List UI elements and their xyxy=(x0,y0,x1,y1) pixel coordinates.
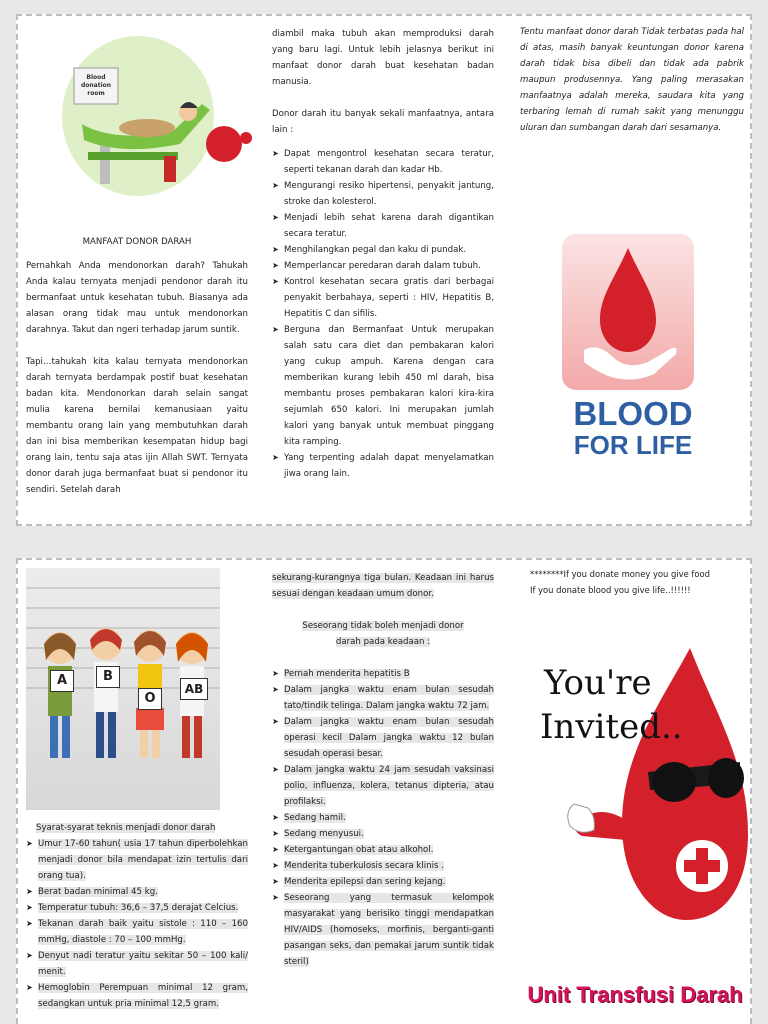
list-item: ➤ Berguna dan Bermanfaat Untuk merupakan salah satu cara diet dan pembakaran kalori yang cukup ampuh. Karena dengan cara memberikan kurang lebih 450 ml darah, bisa membantu proses pembakaran kalori kira-kira sejumlah 650 kalori. Ini merupakan jumlah kalori yang banyak untuk membuat pinggang kita ramping. xyxy=(272,322,494,450)
list-item: ➤ Menjadi lebih sehat karena darah digantikan secara teratur. xyxy=(272,210,494,242)
donation-quote-line-1: ********If you donate money you give food xyxy=(530,569,710,579)
list-item: ➤ Ketergantungan obat atau alkohol. xyxy=(272,842,494,858)
benefits-list xyxy=(272,146,494,482)
benefits-intro: Donor darah itu banyak sekali manfaatnya, antara lain : xyxy=(272,109,494,135)
list-item: ➤ Menderita tuberkulosis secara klinis . xyxy=(272,858,494,874)
body-paragraph: Tapi…tahukah kita kalau ternyata mendonorkan darah ternyata berdampak postif buat kesehatan badan kita. Mendonorkan darah selain sangat mulia karena bernilai kemanusiaan yaitu membantu orang lain yang membutuhkan darah dan ini bisa memberikan kesempatan hidup bagi orang lain, tentu saja atas ijin Allah SWT. Ternyata donor darah juga bermanfaat buat si pendonor itu sendiri. Setelah darah xyxy=(26,357,248,495)
requirements-list xyxy=(26,836,248,1012)
donation-quote-line-2: If you donate blood you give life..!!!!!! xyxy=(530,585,691,595)
list-item: ➤ Kontrol kesehatan secara gratis dari berbagai penyakit berbahaya, seperti : HIV, Hepatitis B, Hepatitis C dan sifilis. xyxy=(272,274,494,322)
list-item: ➤ Sedang menyusui. xyxy=(272,826,494,842)
list-item: ➤ Dalam jangka waktu enam bulan sesudah tato/tindik telinga. Dalam jangka waktu 72 jam. xyxy=(272,682,494,714)
list-item: ➤ Yang terpenting adalah dapat menyelamatkan jiwa orang lain. xyxy=(272,450,494,482)
list-item: ➤ Menderita epilepsi dan sering kejang. xyxy=(272,874,494,890)
donation-room-sign: Blood donation room xyxy=(80,74,112,97)
restrictions-list xyxy=(272,666,494,970)
invite-line-1: You're xyxy=(544,663,652,703)
footer-title: Unit Transfusi Darah xyxy=(527,982,743,1007)
list-item: ➤ Dalam jangka waktu enam bulan sesudah operasi kecil Dalam jangka waktu 12 bulan sesudah operasi besar. xyxy=(272,714,494,762)
blood-type-kids-illustration xyxy=(26,568,220,810)
closing-paragraph: Tentu manfaat donor darah Tidak terbatas pada hal di atas, masih banyak keuntungan donor karena darah tidak bisa dibeli dan tidak ada pabrik maupun produsennya. Yang paling merasakan manfaatnya adalah mereka, saudara kita yang terbaring lemah di rumah sakit yang menunggu uluran dan sumbangan darah dari sesamanya. xyxy=(520,27,744,133)
list-item: ➤ Umur 17-60 tahun( usia 17 tahun diperbolehkan menjadi donor bila mendapat izin tertulis dari orang tua). xyxy=(26,836,248,884)
section-title-manfaat: MANFAAT DONOR DARAH xyxy=(82,237,192,247)
list-item: ➤ Memperlancar peredaran darah dalam tubuh. xyxy=(272,258,494,274)
list-item: ➤ Sedang hamil. xyxy=(272,810,494,826)
list-item: ➤ Denyut nadi teratur yaitu sekitar 50 – 100 kali/ menit. xyxy=(26,948,248,980)
list-item: ➤ Pernah menderita hepatitis B xyxy=(272,666,494,682)
restrictions-intro: Seseorang tidak boleh menjadi donor darah pada keadaan : xyxy=(302,621,464,647)
invite-line-2: Invited.. xyxy=(540,707,683,747)
list-item: ➤ Menghilangkan pegal dan kaku di pundak. xyxy=(272,242,494,258)
blood-type-o-card: O xyxy=(138,688,162,710)
blood-for-life-logo xyxy=(558,230,708,480)
requirements-title: Syarat-syarat teknis menjadi donor darah xyxy=(36,823,216,833)
logo-word-for-life: FOR LIFE xyxy=(573,430,693,460)
list-item: ➤ Berat badan minimal 45 kg. xyxy=(26,884,248,900)
continuation-paragraph: diambil maka tubuh akan memproduksi darah yang baru lagi. Untuk lebih jelasnya berikut ini manfaat donor darah buat kesehatan badan manusia. xyxy=(272,29,494,87)
brochure-page-1 xyxy=(16,14,752,526)
list-item: ➤ Temperatur tubuh: 36,6 – 37,5 derajat Celcius. xyxy=(26,900,248,916)
blood-type-a-card: A xyxy=(50,670,74,692)
continuation-paragraph: sekurang-kurangnya tiga bulan. Keadaan ini harus sesuai dengan keadaan umum donor. xyxy=(272,573,494,599)
list-item: ➤ Dalam jangka waktu 24 jam sesudah vaksinasi polio, influenza, kolera, tetanus dipteria, atau profilaksi. xyxy=(272,762,494,810)
blood-donation-illustration xyxy=(52,24,252,214)
list-item: ➤ Seseorang yang termasuk kelompok masyarakat yang berisiko tinggi mendapatkan HIV/AIDS (homoseks, morfinis, berganti-ganti pasangan seks, dan pemakai jarum suntik tidak steril) xyxy=(272,890,494,970)
blood-type-ab-card: AB xyxy=(180,678,208,700)
blood-type-b-card: B xyxy=(96,666,120,688)
intro-paragraph: Pernahkah Anda mendonorkan darah? Tahukah Anda kalau ternyata menjadi pendonor darah itu bermanfaat untuk kesehatan tubuh. Biasanya ada alasan orang tidak mau untuk mendonorkan darahnya. Takut dan ngeri terhadap jarum suntik. xyxy=(26,261,248,335)
brochure-page-2 xyxy=(16,558,752,1024)
list-item: ➤ Hemoglobin Perempuan minimal 12 gram, sedangkan untuk pria minimal 12,5 gram. xyxy=(26,980,248,1012)
list-item: ➤ Mengurangi resiko hipertensi, penyakit jantung, stroke dan kolesterol. xyxy=(272,178,494,210)
logo-word-blood: BLOOD xyxy=(573,395,693,432)
youre-invited-illustration xyxy=(530,644,748,924)
list-item: ➤ Tekanan darah baik yaitu sistole : 110 – 160 mmHg, diastole : 70 – 100 mmHg. xyxy=(26,916,248,948)
blood-drop-hand-icon xyxy=(562,234,694,390)
list-item: ➤ Dapat mengontrol kesehatan secara teratur, seperti tekanan darah dan kadar Hb. xyxy=(272,146,494,178)
